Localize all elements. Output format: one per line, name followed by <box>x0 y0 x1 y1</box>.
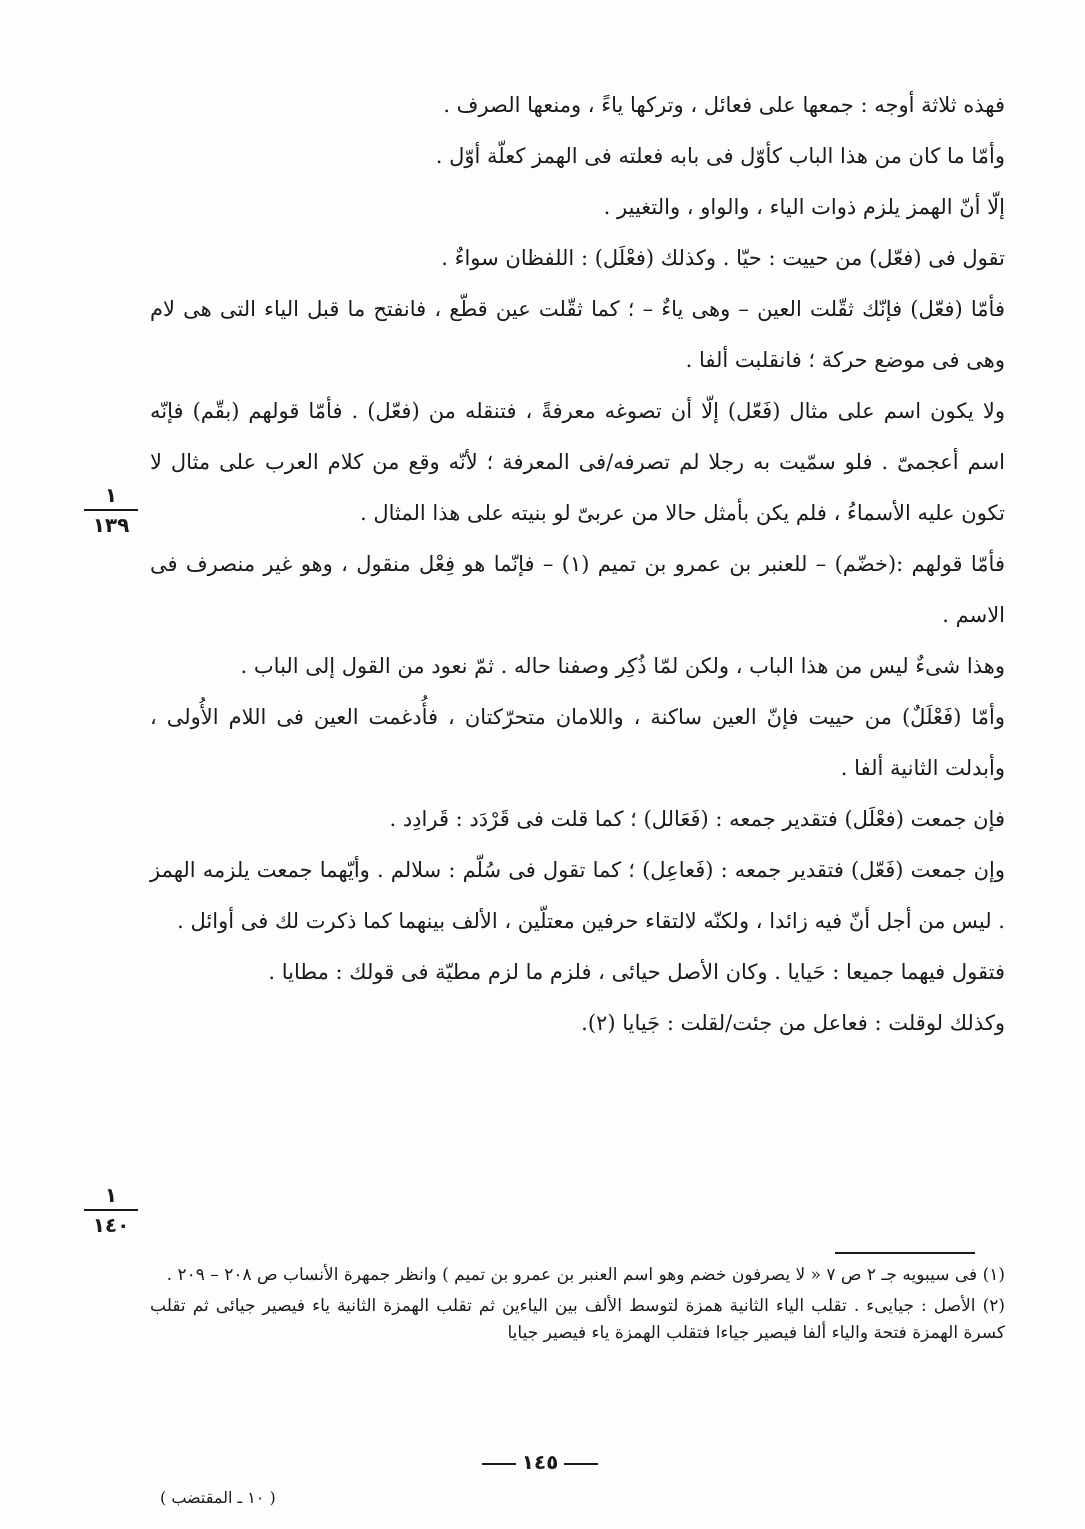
footnote: (١) فى سيبويه جـ ٢ ص ٧ « لا يصرفون خضم وهو اسم العنبر بن عمرو بن تميم ) وانظر جمهرة الأنساب ص ٢٠٨ – ٢٠٩ . <box>166 1265 1005 1285</box>
paragraph: فأمّا قولهم :(خضّم) – للعنبر بن عمرو بن تميم (١) – فإنّما هو فِعْل منقول ، وهو غير منصرف فى الاسم . <box>150 552 1005 627</box>
paragraph: وهذا شىءٌ ليس من هذا الباب ، ولكن لمّا ذُكِر وصفنا حاله . ثمّ نعود من القول إلى الباب . <box>240 654 1005 678</box>
paragraph: وإن جمعت (فَعّل) فتقدير جمعه : (فَعاعِل) ؛ كما تقول فى سُلّم : سلالم . وأيّهما جمعت يلزمه الهمز . ليس من أجل أنّ فيه زائدا ، ولكنّه لالتقاء حرفين معتلّين ، الألف بينهما كما ذكرت لك فى أوائل . <box>150 858 1005 933</box>
paragraph: وأمّا ما كان من هذا الباب كأوّل فى بابه فعلته فى الهمز كعلّة أوّل . <box>435 144 1005 168</box>
paragraph: فهذه ثلاثة أوجه : جمعها على فعائل ، وتركها ياءً ، ومنعها الصرف . <box>443 93 1005 117</box>
page-number <box>440 1450 640 1474</box>
margin-ref-volume: ١ <box>104 483 118 507</box>
paragraph: تقول فى (فعّل) من حييت : حيّا . وكذلك (فعْلَل) : اللفظان سواءٌ . <box>441 246 1005 270</box>
paragraph: وكذلك لوقلت : فعاعل من جئت/لقلت : جَيايا (٢). <box>581 1011 1005 1035</box>
margin-ref-page: ١٣٩ <box>92 513 130 537</box>
margin-reference-139 <box>78 482 144 538</box>
margin-ref-rule <box>84 509 138 511</box>
paragraph: ولا يكون اسم على مثال (فَعّل) إلّا أن تصوغه معرفةً ، فتنقله من (فعّل) . فأمّا قولهم (بقّم) فإنّه اسم أعجمىّ . فلو سمّيت به رجلا لم تصرفه/فى المعرفة ؛ لأنّه وقع من كلام العرب على مثال لا تكون عليه الأسماءُ ، فلم يكن بأمثل حالا من عربىّ لو بنيته على هذا المثال . <box>150 399 1005 525</box>
paragraph: إلّا أنّ الهمز يلزم ذوات الياء ، والواو ، والتغيير . <box>603 195 1005 219</box>
page-number-dash <box>482 1463 516 1465</box>
body-text <box>150 80 1005 1049</box>
margin-ref-volume: ١ <box>104 1183 118 1207</box>
printer-signature: ( ١٠ ـ المقتضب ) <box>160 1488 276 1507</box>
paragraph: فأمّا (فعّل) فإنّك ثقّلت العين – وهى ياءٌ – ؛ كما ثقّلت عين قطّع ، فانفتح ما قبل الياء التى هى لام وهى فى موضع حركة ؛ فانقلبت ألفا . <box>150 297 1005 372</box>
footnotes <box>150 1262 1005 1351</box>
margin-ref-rule <box>84 1209 138 1211</box>
page-number-value: ١٤٥ <box>521 1450 559 1474</box>
page-number-dash <box>564 1463 598 1465</box>
paragraph: فتقول فيهما جميعا : حَيايا . وكان الأصل حيائى ، فلزم ما لزم مطيّة فى قولك : مطايا . <box>268 960 1005 984</box>
paragraph: فإن جمعت (فعْلَل) فتقدير جمعه : (فَعَالل) ؛ كما قلت فى قَرْدَد : قَرادِد . <box>389 807 1005 831</box>
paragraph: وأمّا (فَعْلَلٌ) من حييت فإنّ العين ساكنة ، واللامان متحرّكتان ، فأُدغمت العين فى اللام الأُولى ، وأبدلت الثانية ألفا . <box>150 705 1005 780</box>
footnote-separator <box>835 1252 975 1254</box>
footnote: (٢) الأصل : جيايىء . تقلب الياء الثانية همزة لتوسط الألف بين الياءين ثم تقلب الهمزة الثانية ياء فيصير جيائى ثم تقلب كسرة الهمزة فتحة والياء ألفا فيصير جياءا فتقلب الهمزة ياء فيصير جيايا <box>150 1296 1005 1343</box>
margin-reference-140 <box>78 1182 144 1238</box>
margin-ref-page: ١٤٠ <box>92 1213 130 1237</box>
